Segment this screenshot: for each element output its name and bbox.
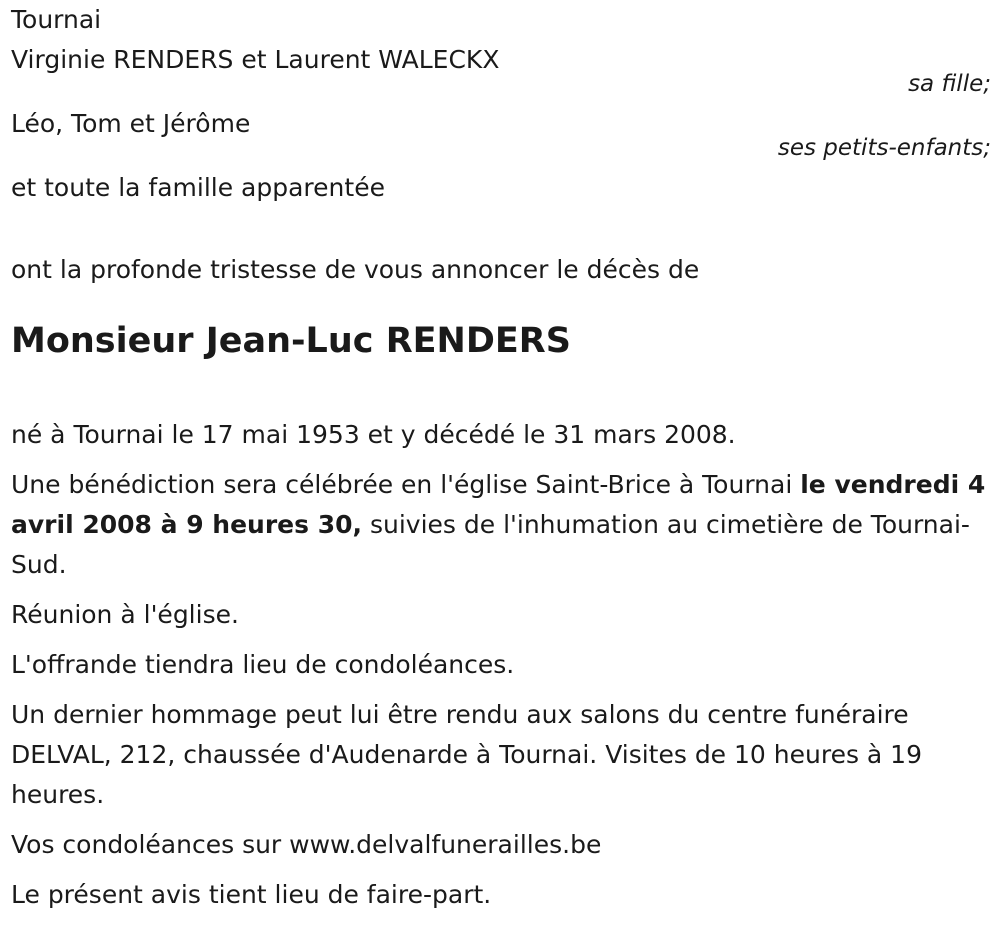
ceremony-rest: suivies de l'inhumation au cimetière de Tournai-Sud. xyxy=(11,510,970,579)
offering-text: L'offrande tiendra lieu de condoléances. xyxy=(11,650,515,679)
ceremony-date: le vendredi 4 avril 2008 à 9 heures 30, xyxy=(11,470,986,539)
tribute-text: Un dernier hommage peut lui être rendu aux salons du centre funéraire DELVAL, 212, chaussée d'Audenarde à Tournai. Visites de 10 heures à 19 heures. xyxy=(11,700,922,809)
relation-role: sa fille; xyxy=(908,71,991,97)
relation-name: Léo, Tom et Jérôme xyxy=(11,109,251,138)
meeting-text: Réunion à l'église. xyxy=(11,600,239,629)
relation-name: Virginie RENDERS et Laurent WALECKX xyxy=(11,45,500,74)
obituary-notice xyxy=(11,0,991,915)
deceased-name: Monsieur Jean-Luc RENDERS xyxy=(11,321,571,361)
relation-role: ses petits-enfants; xyxy=(777,135,991,161)
city-label: Tournai xyxy=(11,5,102,34)
relation-row-daughter xyxy=(11,40,991,104)
ceremony-intro: Une bénédiction sera célébrée en l'église Saint-Brice à Tournai xyxy=(11,470,801,499)
relation-row-grandchildren xyxy=(11,104,991,168)
birth-death-text: né à Tournai le 17 mai 1953 et y décédé le 31 mars 2008. xyxy=(11,420,736,449)
ceremony-text xyxy=(11,465,986,585)
notice-text: Le présent avis tient lieu de faire-part. xyxy=(11,880,492,909)
condolences-text: Vos condoléances sur www.delvalfunerailles.be xyxy=(11,830,602,859)
family-line: et toute la famille apparentée xyxy=(11,173,385,202)
announcement-text: ont la profonde tristesse de vous annoncer le décès de xyxy=(11,255,700,284)
